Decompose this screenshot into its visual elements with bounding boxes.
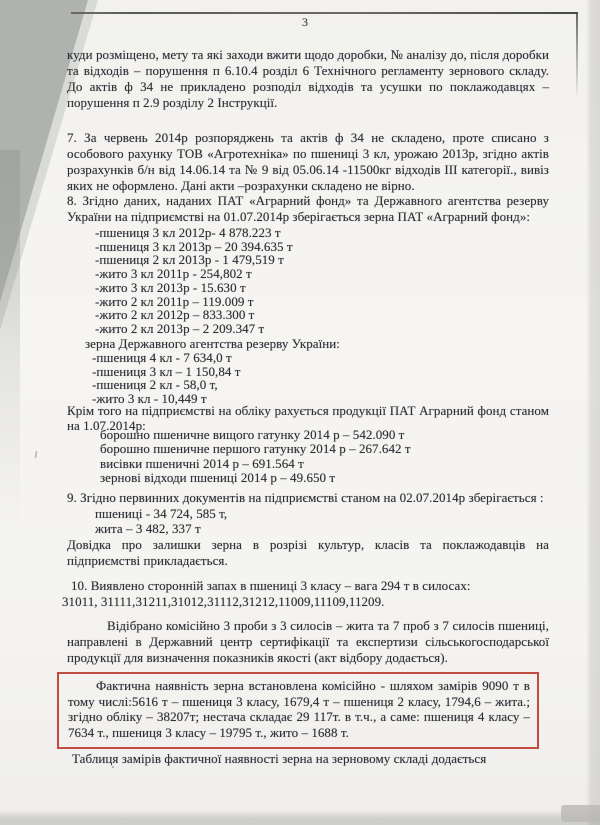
page-top-rule-line — [71, 12, 578, 14]
paragraph-9-intro: 9. Згідно первинних документів на підприємстві станом на 02.07.2014р зберігається : — [67, 490, 544, 505]
flour-products-list — [100, 428, 540, 485]
list-item: борошно пшеничне вищого гатунку 2014 р – 542.090 т — [100, 427, 405, 442]
paper-speck — [35, 451, 38, 458]
list-item: -жито 3 кл - 10,449 т — [92, 390, 207, 406]
page-number: 3 — [302, 15, 308, 29]
list-item: -пшениця 4 кл - 7 634,0 т — [92, 350, 232, 365]
list-item: -жито 2 кл 2011р – 119.009 т — [95, 293, 254, 309]
list-item: -пшениця 3 кл 2013р – 20 394.635 т — [95, 238, 293, 254]
highlighted-shortage-paragraph: Фактична наявність зерна встановлена комісійно - шляхом замірів 9090 т в тому числі:5616 т – пшениця 3 класу, 1679,4 т – пшениця 2 класу, 1794,6 – жита.; згідно обліку – 38207т; нестача складає 29 117т. в т.ч., а саме: пшениця 4 класу – 7634 т., пшениця 3 класу – 19795 т., жито – 1688 т. — [57, 672, 539, 749]
bottom-right-scan-smudge — [561, 805, 600, 822]
certificate-note: Довідка про залишки зерна в розрізі культур, класів та поклажодавців на підприємстві прикладається. — [67, 537, 549, 568]
paragraph-7: 7. За червень 2014р розпоряджень та актів ф 34 не складено, проте списано з особового рахунку ТОВ «Агротехніка» по пшениці 3 кл, урожаю 2013р, згідно актів розрахунків б/н від 14.06.14 та № 9 від 05.06.14 -11500кг відходів ІІІ категорії., вивіз яких не оформлено. Дані акти –розрахунки складено не вірно. — [67, 130, 549, 193]
list-item: -жито 2 кл 2012р – 833.300 т — [95, 307, 255, 323]
agrarian-fund-grain-list — [95, 226, 525, 336]
right-edge-shadow — [586, 0, 600, 825]
additional-products-intro: Крім того на підприємстві на обліку рахується продукції ПАТ Аграрний фонд станом на 1.07.2014р: — [67, 403, 549, 433]
paragraph-10-silo-numbers: 31011, 31111,31211,31012,31112,31212,11009,11109,11209. — [62, 594, 385, 609]
bottom-edge-shadow — [0, 810, 600, 825]
list-item: висівки пшеничні 2014 р – 691.564 т — [100, 455, 304, 471]
list-item: -жито 3 кл 2011р - 254,802 т — [95, 266, 252, 282]
paragraph-10-line1: 10. Виявлено сторонній запах в пшениці 3 класу – вага 294 т в силосах: — [71, 578, 471, 593]
paragraph-continued-from-previous-page: куди розміщено, мету та які заходи вжити щодо доробки, № аналізу до, після доробки та відходів – порушення п 6.10.4 розділ 6 Технічного регламенту зернового складу. До актів ф 34 не прикладено розподіл відходів та усушки по поклажодавцях – порушення п 2.9 розділу 2 Інструкції. — [67, 47, 549, 110]
page-right-rule-line — [576, 13, 578, 99]
list-item: -пшениця 2 кл - 58,0 т, — [92, 377, 218, 392]
list-item: -пшениця 2 кл 2013р - 1 479,519 т — [95, 252, 284, 268]
list-item: -жито 3 кл 2013р - 15.630 т — [95, 279, 246, 295]
list-item: зернові відходи пшениці 2014 р – 49.650 т — [100, 469, 336, 485]
state-reserve-grain-list — [92, 351, 522, 405]
state-reserve-heading: зерна Державного агентства резерву України: — [85, 336, 340, 351]
list-item: -жито 2 кл 2013р – 2 209.347 т — [95, 320, 265, 336]
paragraph-8-intro: 8. Згідно даних, наданих ПАТ «Аграрний фонд» та Державного агентства резерву України на підприємстві на 01.07.2014р зберігається зерна ПАТ «Аграрний фонд»: — [67, 193, 549, 224]
left-edge-shadow — [0, 150, 20, 530]
list-item: -пшениця 3 кл 2012р- 4 878.223 т — [95, 225, 281, 240]
paragraph-9-rye-amount: жита – 3 482, 337 т — [95, 521, 201, 536]
list-item: борошно пшеничне першого гатунку 2014 р – 267.642 т — [100, 441, 411, 457]
paragraph-9-wheat-amount: пшениці - 34 724, 585 т, — [95, 506, 228, 521]
samples-taken-paragraph: Відібрано комісійно 3 проби з 3 силосів – жита та 7 проб з 7 силосів пшениці, направлені в Державний центр сертифікації та експертизи сільськогосподарської продукції для визначення показників якості (акт відбору додається). — [67, 618, 549, 665]
measurements-table-note: Таблиця замірів фактичної наявності зерна на зерновому складі додається — [72, 751, 487, 766]
list-item: -пшениця 3 кл – 1 150,84 т — [92, 363, 241, 379]
